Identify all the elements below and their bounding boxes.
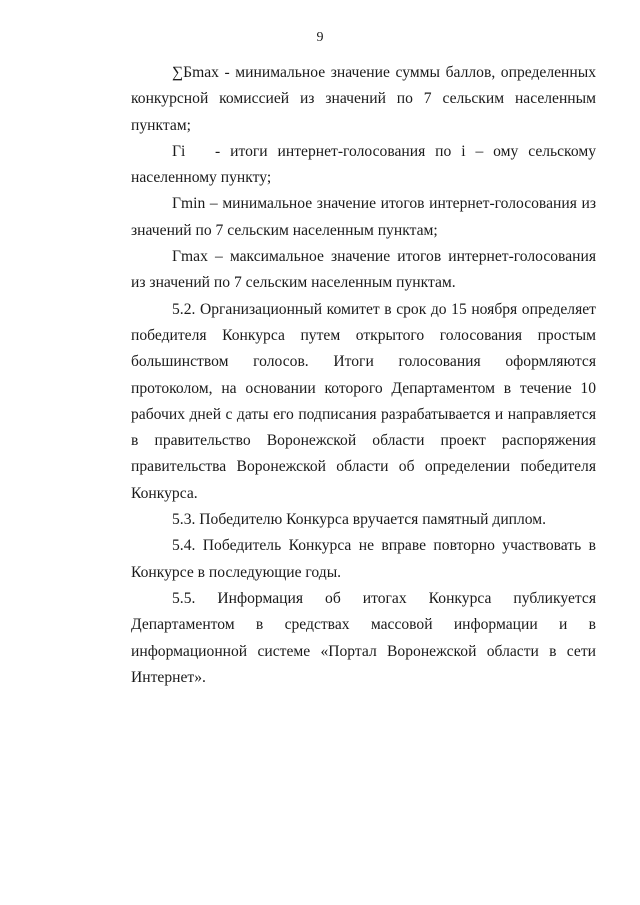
- document-body: [131, 60, 600, 691]
- formula-symbol: Гi: [172, 142, 186, 160]
- definition-text: - минимальное значение суммы баллов, определенных конкурсной комиссией из значений по 7 сельским населенным пунктам;: [131, 64, 596, 134]
- formula-symbol: ∑Бmax: [172, 64, 219, 81]
- definition-text: – максимальное значение итогов интернет-голосования из значений по 7 сельским населенным пунктам.: [131, 248, 596, 292]
- formula-symbol: Гmax: [172, 248, 208, 266]
- definition-text: - итоги интернет-голосования по i – ому сельскому населенному пункту;: [131, 142, 600, 187]
- definition-gi: [131, 139, 600, 192]
- definition-gmax: [131, 244, 596, 297]
- formula-symbol: Гmin: [172, 195, 206, 213]
- definition-text: – минимальное значение итогов интернет-голосования из значений по 7 сельским населенным пунктам;: [131, 195, 596, 239]
- page-number: 9: [316, 30, 324, 45]
- definition-gmin: [131, 191, 596, 244]
- definition-sum-bmax: [131, 60, 596, 139]
- section-5-4: 5.4. Победитель Конкурса не вправе повторно участвовать в Конкурсе в последующие годы.: [131, 537, 596, 581]
- section-5-5: 5.5. Информация об итогах Конкурса публикуется Департаментом в средствах массовой информации и в информационной системе «Портал Воронежской области в сети Интернет».: [131, 589, 596, 686]
- section-5-2: 5.2. Организационный комитет в срок до 15 ноября определяет победителя Конкурса путем открытого голосования простым большинством голосов. Итоги голосования оформляются протоколом, на основании которого Департаментом в течение 10 рабочих дней с даты его подписания разрабатывается и направляется в правительство Воронежской области проект распоряжения правительства Воронежской области об определении победителя Конкурса.: [131, 300, 596, 502]
- section-5-3: 5.3. Победителю Конкурса вручается памятный диплом.: [172, 511, 547, 529]
